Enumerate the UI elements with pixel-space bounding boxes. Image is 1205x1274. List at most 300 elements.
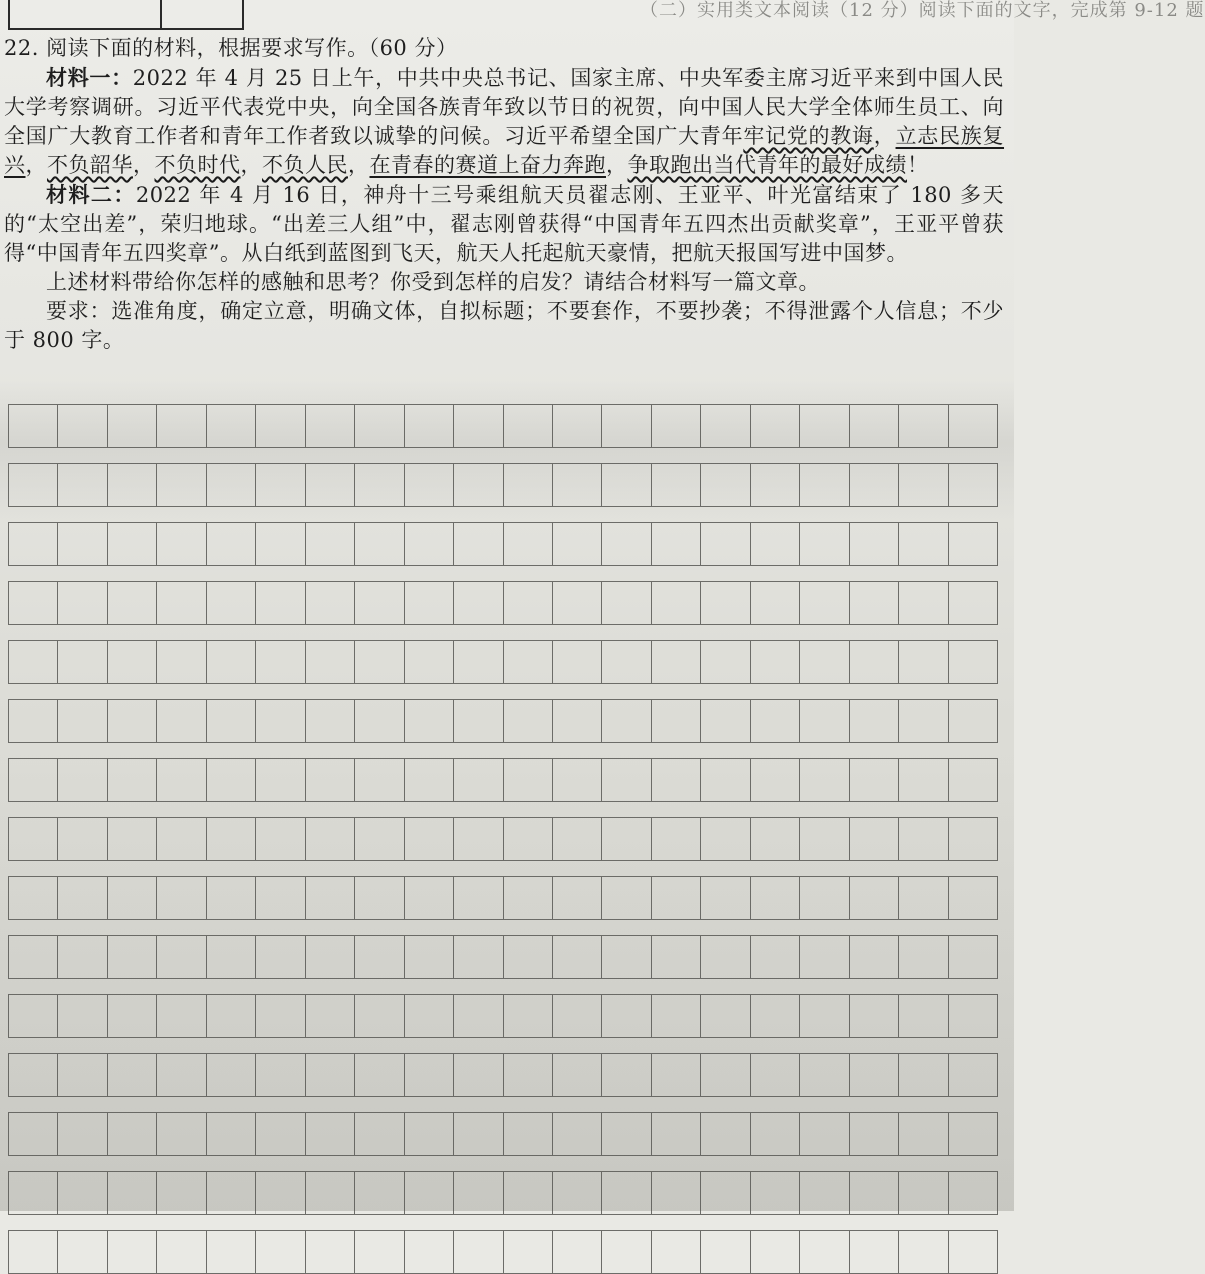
grid-cell xyxy=(355,818,404,860)
grid-cell xyxy=(602,405,651,447)
grid-cell xyxy=(157,759,206,801)
grid-cell xyxy=(207,523,256,565)
grid-cell xyxy=(9,464,58,506)
grid-cell xyxy=(553,1054,602,1096)
grid-cell xyxy=(899,1113,948,1155)
grid-cell xyxy=(553,936,602,978)
grid-cell xyxy=(800,700,849,742)
grid-cell xyxy=(504,582,553,624)
grid-cell xyxy=(504,1172,553,1214)
grid-cell xyxy=(652,936,701,978)
grid-cell xyxy=(306,936,355,978)
punct: ！ xyxy=(907,153,929,177)
grid-cell xyxy=(850,464,899,506)
grid-cell xyxy=(306,405,355,447)
grid-cell xyxy=(58,1113,107,1155)
grid-cell xyxy=(602,523,651,565)
writing-question xyxy=(4,34,1004,355)
grid-cell xyxy=(207,995,256,1037)
grid-cell xyxy=(108,818,157,860)
grid-cell xyxy=(355,759,404,801)
grid-cell xyxy=(504,641,553,683)
grid-cell xyxy=(108,641,157,683)
material-one-text: 2022 年 4 月 25 日上午，中共中央总书记、国家主席、中央军委主席习近平来到中国人民大学考察调研。习近平代表党中央，向全国各族青年致以节日的祝贺，向中国人民大学全体师生员工、向全国广大教育工作者和青年工作者致以诚挚的问候。习近平希望全国广大青年 xyxy=(4,66,1005,148)
grid-cell xyxy=(800,464,849,506)
writing-requirements: 要求：选准角度，确定立意，明确文体，自拟标题；不要套作，不要抄袭；不得泄露个人信息；不少于 800 字。 xyxy=(4,299,1004,352)
grid-cell xyxy=(454,759,503,801)
grid-cell xyxy=(454,936,503,978)
grid-cell xyxy=(58,1172,107,1214)
grid-cell xyxy=(9,1054,58,1096)
grid-cell xyxy=(949,582,998,624)
grid-cell xyxy=(850,405,899,447)
grid-cell xyxy=(652,1172,701,1214)
punct: ， xyxy=(240,153,262,177)
underlined-phrase-1: 牢记党的教诲 xyxy=(743,124,874,148)
underlined-phrase-5: 不负人民 xyxy=(262,153,348,177)
grid-cell xyxy=(108,523,157,565)
grid-cell xyxy=(58,1054,107,1096)
grid-cell xyxy=(553,1172,602,1214)
grid-cell xyxy=(157,995,206,1037)
grid-cell xyxy=(504,877,553,919)
grid-cell xyxy=(454,641,503,683)
grid-cell xyxy=(157,464,206,506)
grid-cell xyxy=(850,1172,899,1214)
grid-cell xyxy=(504,759,553,801)
grid-cell xyxy=(256,995,305,1037)
grid-cell xyxy=(157,582,206,624)
grid-cell xyxy=(652,1113,701,1155)
grid-cell xyxy=(701,1113,750,1155)
grid-cell xyxy=(355,1231,404,1273)
grid-cell xyxy=(949,405,998,447)
grid-cell xyxy=(157,936,206,978)
grid-cell xyxy=(9,700,58,742)
grid-cell xyxy=(701,995,750,1037)
grid-cell xyxy=(306,759,355,801)
grid-cell xyxy=(602,641,651,683)
grid-cell xyxy=(850,877,899,919)
grid-cell xyxy=(553,877,602,919)
grid-cell xyxy=(602,1054,651,1096)
material-two-label: 材料二： xyxy=(46,182,136,207)
grid-cell xyxy=(58,818,107,860)
grid-cell xyxy=(949,818,998,860)
grid-cell xyxy=(157,405,206,447)
grid-cell xyxy=(652,759,701,801)
grid-cell xyxy=(58,464,107,506)
grid-cell xyxy=(504,936,553,978)
grid-cell xyxy=(949,936,998,978)
grid-cell xyxy=(454,582,503,624)
grid-cell xyxy=(306,1231,355,1273)
grid-cell xyxy=(306,1172,355,1214)
grid-cell xyxy=(652,995,701,1037)
grid-cell xyxy=(504,464,553,506)
grid-cell xyxy=(58,759,107,801)
punct: ， xyxy=(25,153,47,177)
grid-row xyxy=(8,1171,998,1215)
grid-cell xyxy=(256,582,305,624)
grid-row xyxy=(8,817,998,861)
grid-cell xyxy=(602,877,651,919)
grid-cell xyxy=(108,1231,157,1273)
grid-cell xyxy=(800,1172,849,1214)
grid-cell xyxy=(454,1172,503,1214)
grid-cell xyxy=(157,818,206,860)
grid-cell xyxy=(9,1231,58,1273)
grid-cell xyxy=(553,1113,602,1155)
grid-cell xyxy=(58,582,107,624)
grid-cell xyxy=(256,936,305,978)
grid-cell xyxy=(355,877,404,919)
grid-cell xyxy=(306,464,355,506)
grid-cell xyxy=(602,995,651,1037)
grid-cell xyxy=(9,995,58,1037)
grid-row xyxy=(8,463,998,507)
score-box xyxy=(8,0,244,30)
grid-cell xyxy=(800,641,849,683)
grid-cell xyxy=(108,1054,157,1096)
grid-cell xyxy=(899,995,948,1037)
underlined-phrase-4: 不负时代 xyxy=(154,153,241,177)
grid-cell xyxy=(207,1054,256,1096)
grid-cell xyxy=(355,1113,404,1155)
grid-cell xyxy=(9,759,58,801)
material-two xyxy=(4,180,1004,268)
grid-row xyxy=(8,581,998,625)
grid-cell xyxy=(800,523,849,565)
grid-cell xyxy=(553,464,602,506)
grid-cell xyxy=(108,582,157,624)
grid-cell xyxy=(108,700,157,742)
grid-cell xyxy=(899,700,948,742)
grid-cell xyxy=(949,877,998,919)
grid-cell xyxy=(207,1113,256,1155)
grid-cell xyxy=(108,877,157,919)
grid-cell xyxy=(602,582,651,624)
grid-cell xyxy=(949,464,998,506)
grid-row xyxy=(8,522,998,566)
grid-cell xyxy=(652,877,701,919)
grid-cell xyxy=(850,995,899,1037)
grid-cell xyxy=(454,1231,503,1273)
material-one xyxy=(4,63,1004,180)
grid-cell xyxy=(355,641,404,683)
grid-cell xyxy=(899,523,948,565)
punct: ， xyxy=(873,124,896,148)
grid-cell xyxy=(949,1054,998,1096)
grid-cell xyxy=(899,405,948,447)
grid-cell xyxy=(701,1054,750,1096)
grid-cell xyxy=(504,1231,553,1273)
grid-cell xyxy=(454,1054,503,1096)
punct: ， xyxy=(348,153,370,177)
grid-cell xyxy=(553,641,602,683)
grid-cell xyxy=(108,405,157,447)
grid-cell xyxy=(405,1113,454,1155)
grid-cell xyxy=(9,877,58,919)
grid-cell xyxy=(9,582,58,624)
grid-cell xyxy=(108,1113,157,1155)
grid-cell xyxy=(899,1054,948,1096)
material-one-label: 材料一： xyxy=(46,65,133,90)
grid-cell xyxy=(504,995,553,1037)
grid-cell xyxy=(306,700,355,742)
grid-cell xyxy=(454,818,503,860)
grid-cell xyxy=(207,877,256,919)
grid-cell xyxy=(800,1231,849,1273)
grid-cell xyxy=(800,759,849,801)
grid-cell xyxy=(949,1231,998,1273)
grid-cell xyxy=(602,1172,651,1214)
grid-cell xyxy=(405,877,454,919)
grid-cell xyxy=(157,641,206,683)
grid-cell xyxy=(355,1054,404,1096)
grid-cell xyxy=(306,523,355,565)
grid-cell xyxy=(9,641,58,683)
grid-cell xyxy=(256,700,305,742)
grid-cell xyxy=(405,464,454,506)
grid-cell xyxy=(751,759,800,801)
grid-cell xyxy=(9,1113,58,1155)
grid-cell xyxy=(949,700,998,742)
grid-cell xyxy=(405,1054,454,1096)
grid-cell xyxy=(256,464,305,506)
grid-cell xyxy=(850,936,899,978)
grid-cell xyxy=(405,405,454,447)
grid-cell xyxy=(108,1172,157,1214)
grid-row xyxy=(8,1230,998,1274)
grid-cell xyxy=(58,641,107,683)
grid-cell xyxy=(850,582,899,624)
grid-cell xyxy=(652,700,701,742)
grid-cell xyxy=(899,877,948,919)
grid-cell xyxy=(58,523,107,565)
grid-cell xyxy=(652,523,701,565)
grid-row xyxy=(8,404,998,448)
grid-cell xyxy=(850,700,899,742)
grid-cell xyxy=(899,818,948,860)
grid-cell xyxy=(701,405,750,447)
grid-cell xyxy=(751,1231,800,1273)
grid-cell xyxy=(256,1054,305,1096)
grid-cell xyxy=(454,700,503,742)
grid-cell xyxy=(207,818,256,860)
grid-cell xyxy=(652,464,701,506)
grid-cell xyxy=(800,1054,849,1096)
grid-cell xyxy=(701,877,750,919)
grid-cell xyxy=(256,405,305,447)
grid-cell xyxy=(652,582,701,624)
grid-cell xyxy=(58,877,107,919)
grid-cell xyxy=(58,1231,107,1273)
grid-cell xyxy=(256,877,305,919)
grid-cell xyxy=(207,405,256,447)
composition-grid xyxy=(8,404,998,1211)
grid-cell xyxy=(701,818,750,860)
grid-row xyxy=(8,640,998,684)
grid-cell xyxy=(9,818,58,860)
grid-row xyxy=(8,994,998,1038)
grid-cell xyxy=(949,523,998,565)
grid-cell xyxy=(553,818,602,860)
grid-cell xyxy=(800,582,849,624)
grid-cell xyxy=(9,936,58,978)
grid-cell xyxy=(850,1054,899,1096)
grid-cell xyxy=(157,1172,206,1214)
grid-cell xyxy=(652,641,701,683)
punct: ， xyxy=(606,153,628,177)
grid-cell xyxy=(405,936,454,978)
grid-cell xyxy=(850,641,899,683)
grid-cell xyxy=(553,995,602,1037)
grid-cell xyxy=(602,936,651,978)
grid-cell xyxy=(701,936,750,978)
grid-cell xyxy=(850,759,899,801)
grid-cell xyxy=(256,523,305,565)
grid-cell xyxy=(58,700,107,742)
grid-cell xyxy=(701,464,750,506)
grid-cell xyxy=(553,405,602,447)
grid-cell xyxy=(454,464,503,506)
grid-cell xyxy=(751,995,800,1037)
grid-cell xyxy=(800,405,849,447)
grid-cell xyxy=(108,464,157,506)
grid-cell xyxy=(800,1113,849,1155)
grid-cell xyxy=(751,936,800,978)
grid-cell xyxy=(504,523,553,565)
grid-cell xyxy=(207,1231,256,1273)
grid-cell xyxy=(652,1231,701,1273)
grid-cell xyxy=(405,523,454,565)
grid-cell xyxy=(949,1172,998,1214)
grid-cell xyxy=(306,995,355,1037)
grid-cell xyxy=(108,759,157,801)
grid-cell xyxy=(355,1172,404,1214)
grid-cell xyxy=(256,1113,305,1155)
grid-cell xyxy=(306,582,355,624)
grid-cell xyxy=(256,1231,305,1273)
grid-cell xyxy=(355,464,404,506)
section-header-faded: （二）实用类文本阅读（12 分）阅读下面的文字，完成第 9-12 题 xyxy=(640,0,1205,21)
grid-cell xyxy=(256,818,305,860)
grid-cell xyxy=(306,1113,355,1155)
grid-cell xyxy=(454,995,503,1037)
grid-cell xyxy=(355,700,404,742)
grid-cell xyxy=(800,995,849,1037)
grid-cell xyxy=(355,995,404,1037)
grid-cell xyxy=(207,759,256,801)
grid-cell xyxy=(157,1231,206,1273)
grid-cell xyxy=(157,877,206,919)
grid-cell xyxy=(751,464,800,506)
grid-cell xyxy=(602,818,651,860)
grid-cell xyxy=(701,700,750,742)
grid-cell xyxy=(256,759,305,801)
grid-cell xyxy=(751,1054,800,1096)
grid-cell xyxy=(850,1113,899,1155)
grid-cell xyxy=(405,582,454,624)
grid-cell xyxy=(751,700,800,742)
grid-cell xyxy=(207,582,256,624)
grid-cell xyxy=(701,1172,750,1214)
grid-cell xyxy=(405,759,454,801)
grid-cell xyxy=(355,523,404,565)
grid-cell xyxy=(701,1231,750,1273)
grid-cell xyxy=(454,1113,503,1155)
underlined-phrase-7: 争取跑出当代青年的最好成绩 xyxy=(627,153,907,177)
grid-cell xyxy=(553,700,602,742)
grid-cell xyxy=(751,1172,800,1214)
grid-cell xyxy=(850,1231,899,1273)
grid-cell xyxy=(405,641,454,683)
grid-cell xyxy=(454,523,503,565)
grid-cell xyxy=(58,405,107,447)
grid-row xyxy=(8,1053,998,1097)
underlined-phrase-6: 在青春的赛道上奋力奔跑 xyxy=(369,153,606,177)
underlined-phrase-3: 不负韶华 xyxy=(47,153,133,177)
grid-cell xyxy=(949,995,998,1037)
grid-cell xyxy=(899,582,948,624)
grid-cell xyxy=(504,1113,553,1155)
grid-cell xyxy=(207,464,256,506)
grid-cell xyxy=(553,523,602,565)
grid-cell xyxy=(899,464,948,506)
grid-cell xyxy=(405,995,454,1037)
writing-prompt: 上述材料带给你怎样的感触和思考？你受到怎样的启发？请结合材料写一篇文章。 xyxy=(46,270,820,294)
grid-cell xyxy=(949,759,998,801)
material-two-text: 2022 年 4 月 16 日，神舟十三号乘组航天员翟志刚、王亚平、叶光富结束了 180 多天的“太空出差”，荣归地球。“出差三人组”中，翟志刚曾获得“中国青年五四杰出贡献奖章”，王亚平曾获得“中国青年五四奖章”。从白纸到蓝图到飞天，航天人托起航天豪情，把航天报国写进中国梦。 xyxy=(4,183,1005,265)
grid-cell xyxy=(9,523,58,565)
grid-cell xyxy=(899,1231,948,1273)
grid-cell xyxy=(504,405,553,447)
grid-cell xyxy=(108,995,157,1037)
grid-cell xyxy=(602,1113,651,1155)
grid-cell xyxy=(751,582,800,624)
grid-cell xyxy=(751,1113,800,1155)
grid-cell xyxy=(157,700,206,742)
score-box-divider xyxy=(160,0,162,28)
grid-cell xyxy=(701,523,750,565)
grid-cell xyxy=(899,1172,948,1214)
grid-cell xyxy=(751,877,800,919)
grid-cell xyxy=(701,641,750,683)
grid-cell xyxy=(405,818,454,860)
grid-cell xyxy=(751,405,800,447)
grid-cell xyxy=(800,818,849,860)
grid-cell xyxy=(405,1172,454,1214)
grid-cell xyxy=(949,641,998,683)
grid-cell xyxy=(58,936,107,978)
grid-cell xyxy=(602,1231,651,1273)
grid-cell xyxy=(454,405,503,447)
punct: ， xyxy=(133,153,155,177)
grid-cell xyxy=(157,523,206,565)
grid-cell xyxy=(701,582,750,624)
grid-cell xyxy=(751,641,800,683)
grid-cell xyxy=(899,936,948,978)
grid-cell xyxy=(306,1054,355,1096)
grid-cell xyxy=(9,405,58,447)
grid-cell xyxy=(652,1054,701,1096)
grid-cell xyxy=(553,582,602,624)
grid-cell xyxy=(207,1172,256,1214)
grid-cell xyxy=(553,1231,602,1273)
grid-cell xyxy=(602,700,651,742)
underlined-phrase-2: 立志民族复兴 xyxy=(4,124,1005,177)
